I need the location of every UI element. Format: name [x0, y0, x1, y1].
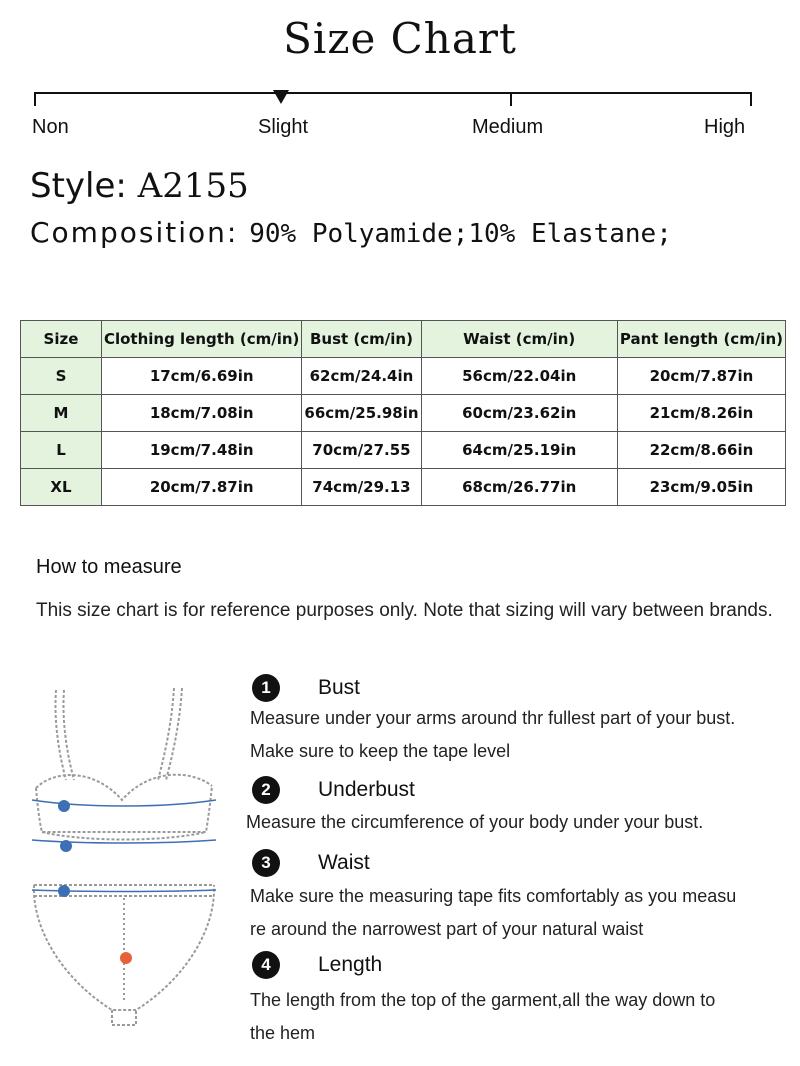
- scale-tick: [750, 92, 752, 106]
- size-cell: L: [21, 432, 102, 469]
- step-description: [246, 806, 703, 839]
- table-row: [21, 469, 786, 506]
- table-cell: 18cm/7.08in: [101, 395, 301, 432]
- table-cell: 17cm/6.69in: [101, 358, 301, 395]
- table-cell: 62cm/24.4in: [302, 358, 421, 395]
- waist-marker-icon: [58, 885, 70, 897]
- description-line: Make sure the measuring tape fits comfortably as you measu: [250, 886, 737, 906]
- table-cell: 19cm/7.48in: [101, 432, 301, 469]
- table-row: [21, 432, 786, 469]
- table-cell: 22cm/8.66in: [617, 432, 785, 469]
- table-cell: 60cm/23.62in: [421, 395, 617, 432]
- stretch-scale: [0, 0, 800, 160]
- table-header-row: [21, 321, 786, 358]
- description-line: Make sure to keep the tape level: [250, 741, 511, 761]
- table-cell: 66cm/25.98in: [302, 395, 421, 432]
- table-cell: 64cm/25.19in: [421, 432, 617, 469]
- step-description: [250, 984, 715, 1050]
- scale-pointer-icon: [273, 90, 289, 104]
- size-table: [20, 320, 786, 506]
- table-cell: 70cm/27.55: [302, 432, 421, 469]
- step-number-icon: 3: [252, 849, 280, 877]
- scale-label-slight: Slight: [258, 116, 309, 138]
- length-marker-icon: [120, 952, 132, 964]
- table-row: [21, 395, 786, 432]
- size-cell: S: [21, 358, 102, 395]
- step-number-icon: 1: [252, 674, 280, 702]
- column-header: Waist (cm/in): [421, 321, 617, 358]
- table-cell: 20cm/7.87in: [617, 358, 785, 395]
- size-cell: M: [21, 395, 102, 432]
- composition-value: 90% Polyamide;10% Elastane;: [249, 219, 672, 249]
- bust-marker-icon: [58, 800, 70, 812]
- scale-label-non: Non: [32, 116, 69, 138]
- description-line: The length from the top of the garment,all the way down to: [250, 990, 716, 1010]
- table-cell: 56cm/22.04in: [421, 358, 617, 395]
- table-row: [21, 358, 786, 395]
- style-value: A2155: [137, 166, 249, 206]
- how-to-measure-title: How to measure: [36, 556, 182, 578]
- table-cell: 68cm/26.77in: [421, 469, 617, 506]
- composition-line: [30, 216, 672, 249]
- step-length: [252, 951, 382, 979]
- scale-tick: [510, 92, 512, 106]
- column-header: Clothing length (cm/in): [101, 321, 301, 358]
- description-line: the hem: [250, 1023, 316, 1043]
- scale-tick: [34, 92, 36, 106]
- step-underbust: [252, 776, 415, 804]
- style-line: [30, 166, 249, 206]
- column-header: Size: [21, 321, 102, 358]
- table-cell: 20cm/7.87in: [101, 469, 301, 506]
- size-cell: XL: [21, 469, 102, 506]
- step-title: Length: [318, 953, 383, 976]
- how-to-measure-note: This size chart is for reference purposes only. Note that sizing will vary between brands.: [36, 600, 773, 621]
- step-title: Bust: [318, 676, 361, 699]
- style-label: Style:: [30, 166, 127, 206]
- scale-line: [34, 92, 752, 94]
- step-description: [250, 702, 735, 768]
- underbust-marker-icon: [60, 840, 72, 852]
- step-waist: [252, 849, 370, 877]
- description-line: re around the narrowest part of your natural waist: [250, 919, 644, 939]
- scale-label-high: High: [704, 116, 746, 138]
- step-bust: [252, 674, 360, 702]
- step-number-icon: 2: [252, 776, 280, 804]
- table-cell: 74cm/29.13: [302, 469, 421, 506]
- table-cell: 23cm/9.05in: [617, 469, 785, 506]
- column-header: Bust (cm/in): [302, 321, 421, 358]
- table-cell: 21cm/8.26in: [617, 395, 785, 432]
- page-title: Size Chart: [283, 14, 517, 63]
- garment-illustration: [24, 680, 224, 1030]
- step-description: [250, 880, 736, 946]
- column-header: Pant length (cm/in): [617, 321, 785, 358]
- description-line: Measure under your arms around thr fullest part of your bust.: [250, 708, 736, 728]
- step-title: Underbust: [318, 778, 415, 801]
- description-line: Measure the circumference of your body under your bust.: [246, 812, 704, 832]
- scale-label-medium: Medium: [472, 116, 544, 138]
- step-title: Waist: [318, 851, 370, 874]
- composition-label: Composition:: [30, 216, 239, 249]
- step-number-icon: 4: [252, 951, 280, 979]
